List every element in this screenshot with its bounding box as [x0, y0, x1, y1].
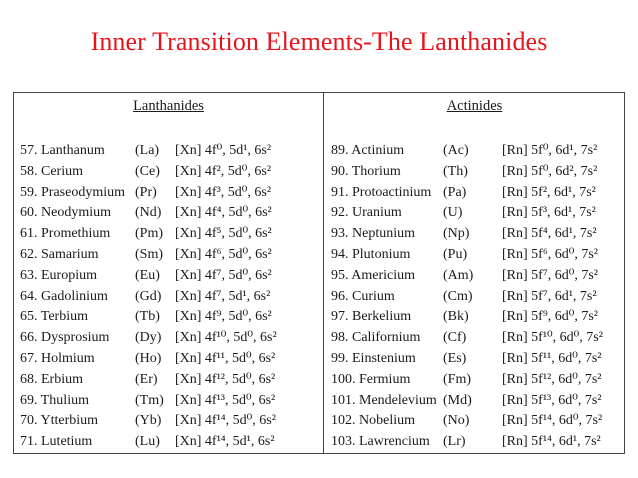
table-row	[14, 183, 323, 204]
electron-configuration: [Xn] 4f², 5d⁰, 6s²	[175, 163, 272, 179]
element-symbol: (Ce)	[135, 163, 160, 179]
actinides-rows	[325, 141, 624, 453]
element-name: 62. Samarium	[20, 246, 99, 262]
table-row	[325, 287, 624, 308]
element-symbol: (Pr)	[135, 184, 157, 200]
element-symbol: (Er)	[135, 371, 158, 387]
element-symbol: (U)	[443, 205, 463, 221]
table-row	[14, 349, 323, 370]
element-name: 67. Holmium	[20, 350, 95, 366]
element-symbol: (Cf)	[443, 330, 467, 346]
electron-configuration: [Xn] 4f⁷, 5d¹, 6s²	[175, 288, 271, 304]
element-symbol: (Lr)	[443, 434, 466, 450]
electron-configuration: [Xn] 4f¹², 5d⁰, 6s²	[175, 371, 276, 387]
element-symbol: (Tm)	[135, 392, 164, 408]
table-row	[325, 203, 624, 224]
electron-configuration: [Rn] 5f¹², 6d⁰, 7s²	[502, 371, 602, 387]
electron-configuration: [Xn] 4f¹³, 5d⁰, 6s²	[175, 392, 276, 408]
element-symbol: (Lu)	[135, 434, 160, 450]
element-name: 102. Nobelium	[331, 413, 415, 429]
element-name: 91. Protoactinium	[331, 184, 432, 200]
table-row	[14, 162, 323, 183]
element-name: 100. Fermium	[331, 371, 411, 387]
element-name: 101. Mendelevium	[331, 392, 437, 408]
element-symbol: (Fm)	[443, 371, 471, 387]
element-name: 71. Lutetium	[20, 434, 93, 450]
element-symbol: (Pu)	[443, 246, 468, 262]
table-row	[14, 224, 323, 245]
element-symbol: (Dy)	[135, 330, 162, 346]
electron-configuration: [Rn] 5f⁷, 6d¹, 7s²	[502, 288, 597, 304]
element-name: 64. Gadolinium	[20, 288, 108, 304]
element-symbol: (Am)	[443, 267, 474, 283]
electron-configuration: [Rn] 5f⁰, 6d², 7s²	[502, 163, 598, 179]
electron-configuration: [Xn] 4f¹⁴, 5d⁰, 6s²	[175, 413, 276, 429]
table-row	[14, 245, 323, 266]
element-name: 97. Berkelium	[331, 309, 412, 325]
element-symbol: (Bk)	[443, 309, 469, 325]
element-name: 66. Dysprosium	[20, 330, 110, 346]
page-title: Inner Transition Elements-The Lanthanides	[90, 27, 548, 56]
element-name: 60. Neodymium	[20, 205, 111, 221]
element-symbol: (Ho)	[135, 350, 162, 366]
element-symbol: (Gd)	[135, 288, 162, 304]
element-name: 61. Promethium	[20, 226, 111, 242]
table-row	[14, 391, 323, 412]
element-name: 92. Uranium	[331, 205, 402, 221]
table-row	[14, 287, 323, 308]
electron-configuration: [Rn] 5f¹⁴, 6d¹, 7s²	[502, 434, 601, 450]
table-row	[14, 328, 323, 349]
table-row	[325, 349, 624, 370]
electron-configuration: [Rn] 5f¹³, 6d⁰, 7s²	[502, 392, 602, 408]
element-symbol: (Th)	[443, 163, 468, 179]
electron-configuration: [Rn] 5f³, 6d¹, 7s²	[502, 205, 596, 221]
lanthanides-rows	[14, 141, 323, 453]
table-row	[325, 411, 624, 432]
electron-configuration: [Rn] 5f¹¹, 6d⁰, 7s²	[502, 350, 602, 366]
electron-configuration: [Xn] 4f⁰, 5d¹, 6s²	[175, 143, 272, 158]
element-name: 68. Erbium	[20, 371, 83, 387]
element-name: 94. Plutonium	[331, 246, 411, 262]
electron-configuration: [Rn] 5f⁰, 6d¹, 7s²	[502, 143, 598, 158]
element-name: 69. Thulium	[20, 392, 89, 408]
element-name: 59. Praseodymium	[20, 184, 125, 200]
electron-configuration: [Xn] 4f⁷, 5d⁰, 6s²	[175, 267, 272, 283]
table-row	[325, 266, 624, 287]
table-row	[325, 224, 624, 245]
electron-configuration: [Xn] 4f⁶, 5d⁰, 6s²	[175, 246, 272, 262]
element-symbol: (Ac)	[443, 143, 469, 158]
element-symbol: (Es)	[443, 350, 467, 366]
element-name: 65. Terbium	[20, 309, 88, 325]
element-name: 70. Ytterbium	[20, 413, 99, 429]
elements-table	[13, 92, 625, 454]
element-name: 57. Lanthanum	[20, 143, 105, 158]
table-row	[14, 411, 323, 432]
element-symbol: (Tb)	[135, 309, 160, 325]
table-row	[14, 432, 323, 453]
electron-configuration: [Xn] 4f³, 5d⁰, 6s²	[175, 184, 272, 200]
table-row	[325, 328, 624, 349]
actinides-column	[325, 93, 624, 453]
electron-configuration: [Xn] 4f¹⁰, 5d⁰, 6s²	[175, 330, 277, 346]
electron-configuration: [Rn] 5f⁶, 6d⁰, 7s²	[502, 246, 598, 262]
element-symbol: (Cm)	[443, 288, 473, 304]
electron-configuration: [Rn] 5f², 6d¹, 7s²	[502, 184, 596, 200]
table-row	[14, 370, 323, 391]
electron-configuration: [Rn] 5f¹⁴, 6d⁰, 7s²	[502, 413, 603, 429]
table-row	[325, 370, 624, 391]
element-symbol: (Pa)	[443, 184, 467, 200]
electron-configuration: [Rn] 5f⁹, 6d⁰, 7s²	[502, 309, 598, 325]
element-name: 95. Americium	[331, 267, 415, 283]
element-name: 58. Cerium	[20, 163, 83, 179]
element-symbol: (Sm)	[135, 246, 163, 262]
electron-configuration: [Rn] 5f⁴, 6d¹, 7s²	[502, 226, 597, 242]
actinides-header: Actinides	[446, 98, 503, 114]
element-name: 93. Neptunium	[331, 226, 415, 242]
column-divider	[323, 93, 324, 453]
electron-configuration: [Xn] 4f⁵, 5d⁰, 6s²	[175, 226, 272, 242]
element-symbol: (Np)	[443, 226, 470, 242]
electron-configuration: [Xn] 4f¹⁴, 5d¹, 6s²	[175, 434, 275, 450]
table-row	[325, 245, 624, 266]
element-name: 96. Curium	[331, 288, 395, 304]
lanthanides-header: Lanthanides	[133, 98, 204, 114]
element-name: 99. Einstenium	[331, 350, 416, 366]
element-symbol: (La)	[135, 143, 160, 158]
element-symbol: (Pm)	[135, 226, 163, 242]
element-name: 98. Californium	[331, 330, 421, 346]
electron-configuration: [Xn] 4f⁹, 5d⁰, 6s²	[175, 309, 272, 325]
table-row	[325, 307, 624, 328]
electron-configuration: [Rn] 5f⁷, 6d⁰, 7s²	[502, 267, 598, 283]
table-row	[14, 203, 323, 224]
table-row	[325, 141, 624, 162]
element-symbol: (Yb)	[135, 413, 162, 429]
table-row	[325, 162, 624, 183]
lanthanides-column	[14, 93, 323, 453]
element-symbol: (Eu)	[135, 267, 160, 283]
electron-configuration: [Xn] 4f⁴, 5d⁰, 6s²	[175, 205, 272, 221]
table-row	[14, 307, 323, 328]
electron-configuration: [Xn] 4f¹¹, 5d⁰, 6s²	[175, 350, 276, 366]
element-name: 89. Actinium	[331, 143, 405, 158]
element-symbol: (No)	[443, 413, 470, 429]
table-row	[325, 432, 624, 453]
element-name: 63. Europium	[20, 267, 97, 283]
element-name: 103. Lawrencium	[331, 434, 430, 450]
table-row	[325, 183, 624, 204]
element-name: 90. Thorium	[331, 163, 401, 179]
electron-configuration: [Rn] 5f¹⁰, 6d⁰, 7s²	[502, 330, 603, 346]
table-row	[325, 391, 624, 412]
element-symbol: (Md)	[443, 392, 472, 408]
element-symbol: (Nd)	[135, 205, 162, 221]
table-row	[14, 141, 323, 162]
table-row	[14, 266, 323, 287]
